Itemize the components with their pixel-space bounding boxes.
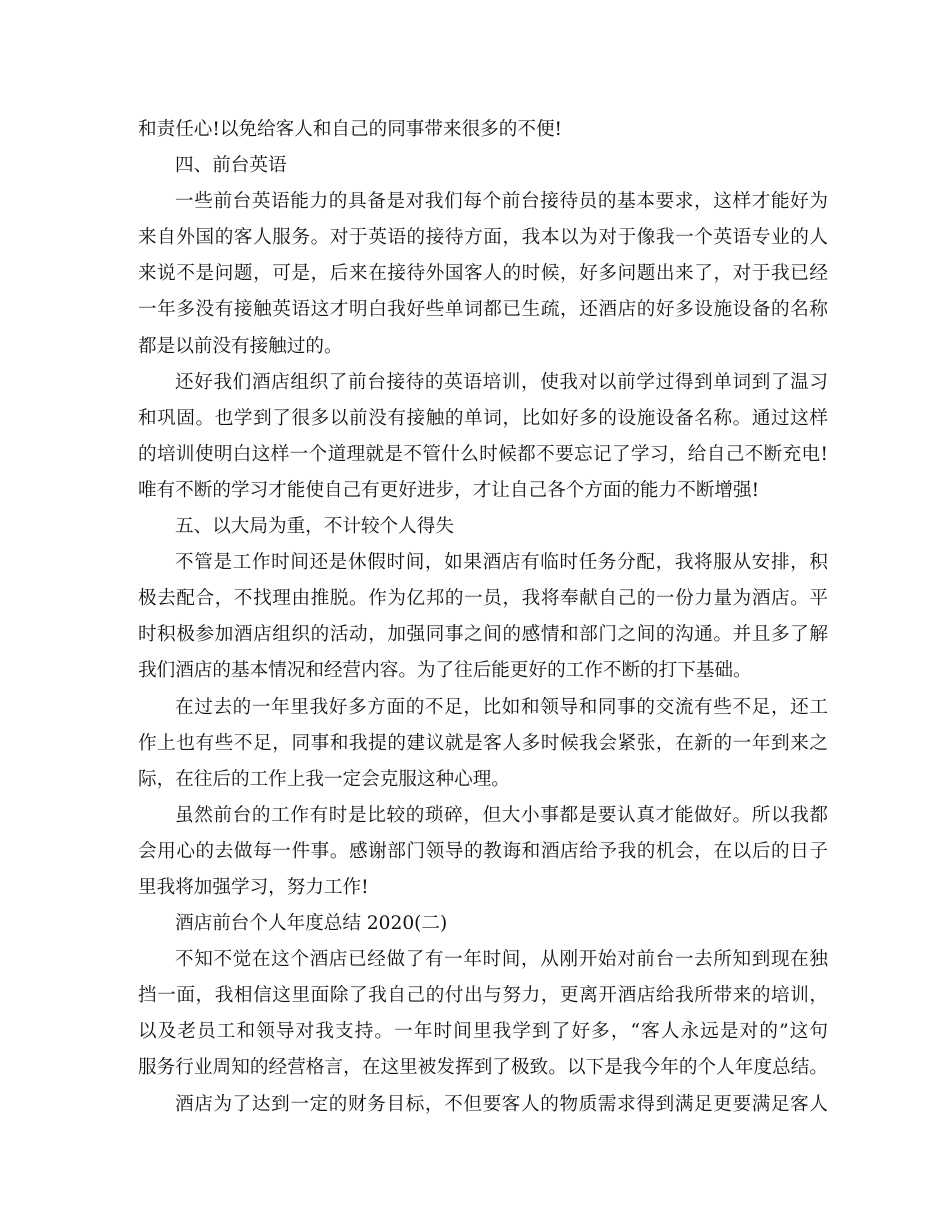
text-line: 还好我们酒店组织了前台接待的英语培训，使我对以前学过得到单词到了温习 <box>175 371 828 393</box>
text-line: 极去配合，不找理由推脱。作为亿邦的一员，我将奉献自己的一份力量为酒店。平 <box>138 588 828 610</box>
text-line: 都是以前没有接触过的。 <box>138 335 343 357</box>
text-line: 不知不觉在这个酒店已经做了有一年时间，从刚开始对前台一去所知到现在独 <box>175 949 828 971</box>
text-line: 里我将加强学习，努力工作! <box>138 876 369 898</box>
text-line: 来自外国的客人服务。对于英语的接待方面，我本以为对于像我一个英语专业的人 <box>138 227 828 249</box>
text-line: 唯有不断的学习才能使自己有更好进步，才让自己各个方面的能力不断增强! <box>138 479 760 501</box>
text-line: 一些前台英语能力的具备是对我们每个前台接待员的基本要求，这样才能好为 <box>175 191 828 213</box>
document-body <box>138 112 828 1123</box>
text-line: 的培训使明白这样一个道理就是不管什么时候都不要忘记了学习，给自己不断充电! <box>138 443 828 465</box>
section-heading: 四、前台英语 <box>175 155 287 177</box>
text-line: 挡一面，我相信这里面除了我自己的付出与努力，更离开酒店给我所带来的培训， <box>138 985 828 1007</box>
text-line: 在过去的一年里我好多方面的不足，比如和领导和同事的交流有些不足，还工 <box>175 696 828 718</box>
text-line: 虽然前台的工作有时是比较的琐碎，但大小事都是要认真才能做好。所以我都 <box>175 804 828 826</box>
text-line: 一年多没有接触英语这才明白我好些单词都已生疏，还酒店的好多设施设备的名称 <box>138 299 828 321</box>
text-line: 酒店为了达到一定的财务目标，不但要客人的物质需求得到满足更要满足客人 <box>175 1093 828 1115</box>
text-line: 和责任心!以免给客人和自己的同事带来很多的不便! <box>138 119 563 140</box>
text-line: 时积极参加酒店组织的活动，加强同事之间的感情和部门之间的沟通。并且多了解 <box>138 624 828 646</box>
text-line: 以及老员工和领导对我支持。一年时间里我学到了好多，“客人永远是对的”这句 <box>138 1021 828 1043</box>
text-line: 来说不是问题，可是，后来在接待外国客人的时候，好多问题出来了，对于我已经 <box>138 263 828 285</box>
text-line: 会用心的去做每一件事。感谢部门领导的教诲和酒店给予我的机会，在以后的日子 <box>138 840 828 862</box>
text-line: 和巩固。也学到了很多以前没有接触的单词，比如好多的设施设备名称。通过这样 <box>138 407 828 429</box>
text-line: 我们酒店的基本情况和经营内容。为了往后能更好的工作不断的打下基础。 <box>138 660 752 682</box>
text-line: 际，在往后的工作上我一定会克服这种心理。 <box>138 768 510 790</box>
text-line: 服务行业周知的经营格言，在这里被发挥到了极致。以下是我今年的个人年度总结。 <box>138 1057 828 1079</box>
text-line: 作上也有些不足，同事和我提的建议就是客人多时候我会紧张，在新的一年到来之 <box>138 732 828 754</box>
section-heading: 五、以大局为重，不计较个人得失 <box>175 516 454 538</box>
text-line: 不管是工作时间还是休假时间，如果酒店有临时任务分配，我将服从安排，积 <box>175 552 828 574</box>
section-heading: 酒店前台个人年度总结 2020(二) <box>175 913 448 935</box>
